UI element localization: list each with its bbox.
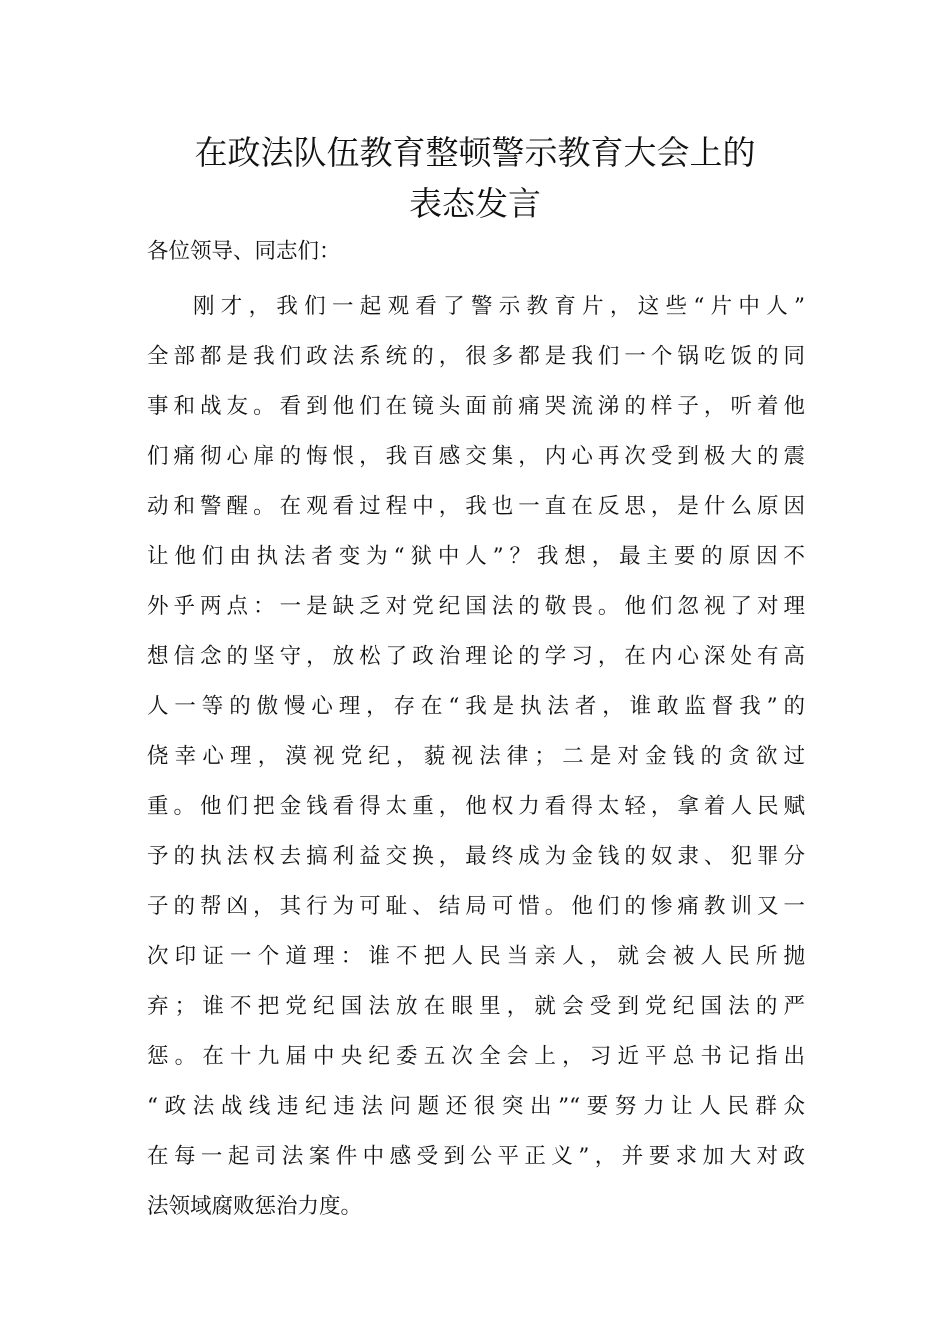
document-title-line-2: 表态发言: [409, 184, 541, 223]
paragraph-line: “政法战线违纪违法问题还很突出”“要努力让人民群众: [147, 1094, 805, 1119]
paragraph-line: 重。他们把金钱看得太重，他权力看得太轻，拿着人民赋: [147, 794, 805, 819]
salutation: 各位领导、同志们：: [147, 239, 341, 264]
paragraph-line: 让他们由执法者变为“狱中人”？我想，最主要的原因不: [147, 544, 805, 569]
paragraph-line: 们痛彻心扉的悔恨，我百感交集，内心再次受到极大的震: [147, 444, 805, 469]
paragraph-line: 动和警醒。在观看过程中，我也一直在反思，是什么原因: [147, 494, 805, 519]
paragraph-line: 刚才，我们一起观看了警示教育片，这些“片中人”: [193, 294, 805, 319]
document-title-line-1: 在政法队伍教育整顿警示教育大会上的: [194, 133, 756, 172]
paragraph-line: 人一等的傲慢心理，存在“我是执法者，谁敢监督我”的: [147, 694, 805, 719]
paragraph-line: 惩。在十九届中央纪委五次全会上，习近平总书记指出: [147, 1044, 805, 1069]
paragraph-line: 全部都是我们政法系统的，很多都是我们一个锅吃饭的同: [147, 344, 805, 369]
paragraph-line: 弃；谁不把党纪国法放在眼里，就会受到党纪国法的严: [147, 994, 805, 1019]
paragraph-line: 外乎两点：一是缺乏对党纪国法的敬畏。他们忽视了对理: [147, 594, 805, 619]
paragraph-line: 事和战友。看到他们在镜头面前痛哭流涕的样子，听着他: [147, 394, 805, 419]
paragraph-line: 在每一起司法案件中感受到公平正义”，并要求加大对政: [147, 1144, 805, 1169]
paragraph-line: 予的执法权去搞利益交换，最终成为金钱的奴隶、犯罪分: [147, 844, 805, 869]
paragraph-line: 侥幸心理，漠视党纪，藐视法律；二是对金钱的贪欲过: [147, 744, 805, 769]
body-paragraph: [147, 282, 805, 1232]
paragraph-line: 想信念的坚守，放松了政治理论的学习，在内心深处有高: [147, 644, 805, 669]
paragraph-line: 次印证一个道理：谁不把人民当亲人，就会被人民所抛: [147, 944, 805, 969]
paragraph-line: 子的帮凶，其行为可耻、结局可惜。他们的惨痛教训又一: [147, 894, 805, 919]
paragraph-line: 法领域腐败惩治力度。: [147, 1194, 363, 1219]
